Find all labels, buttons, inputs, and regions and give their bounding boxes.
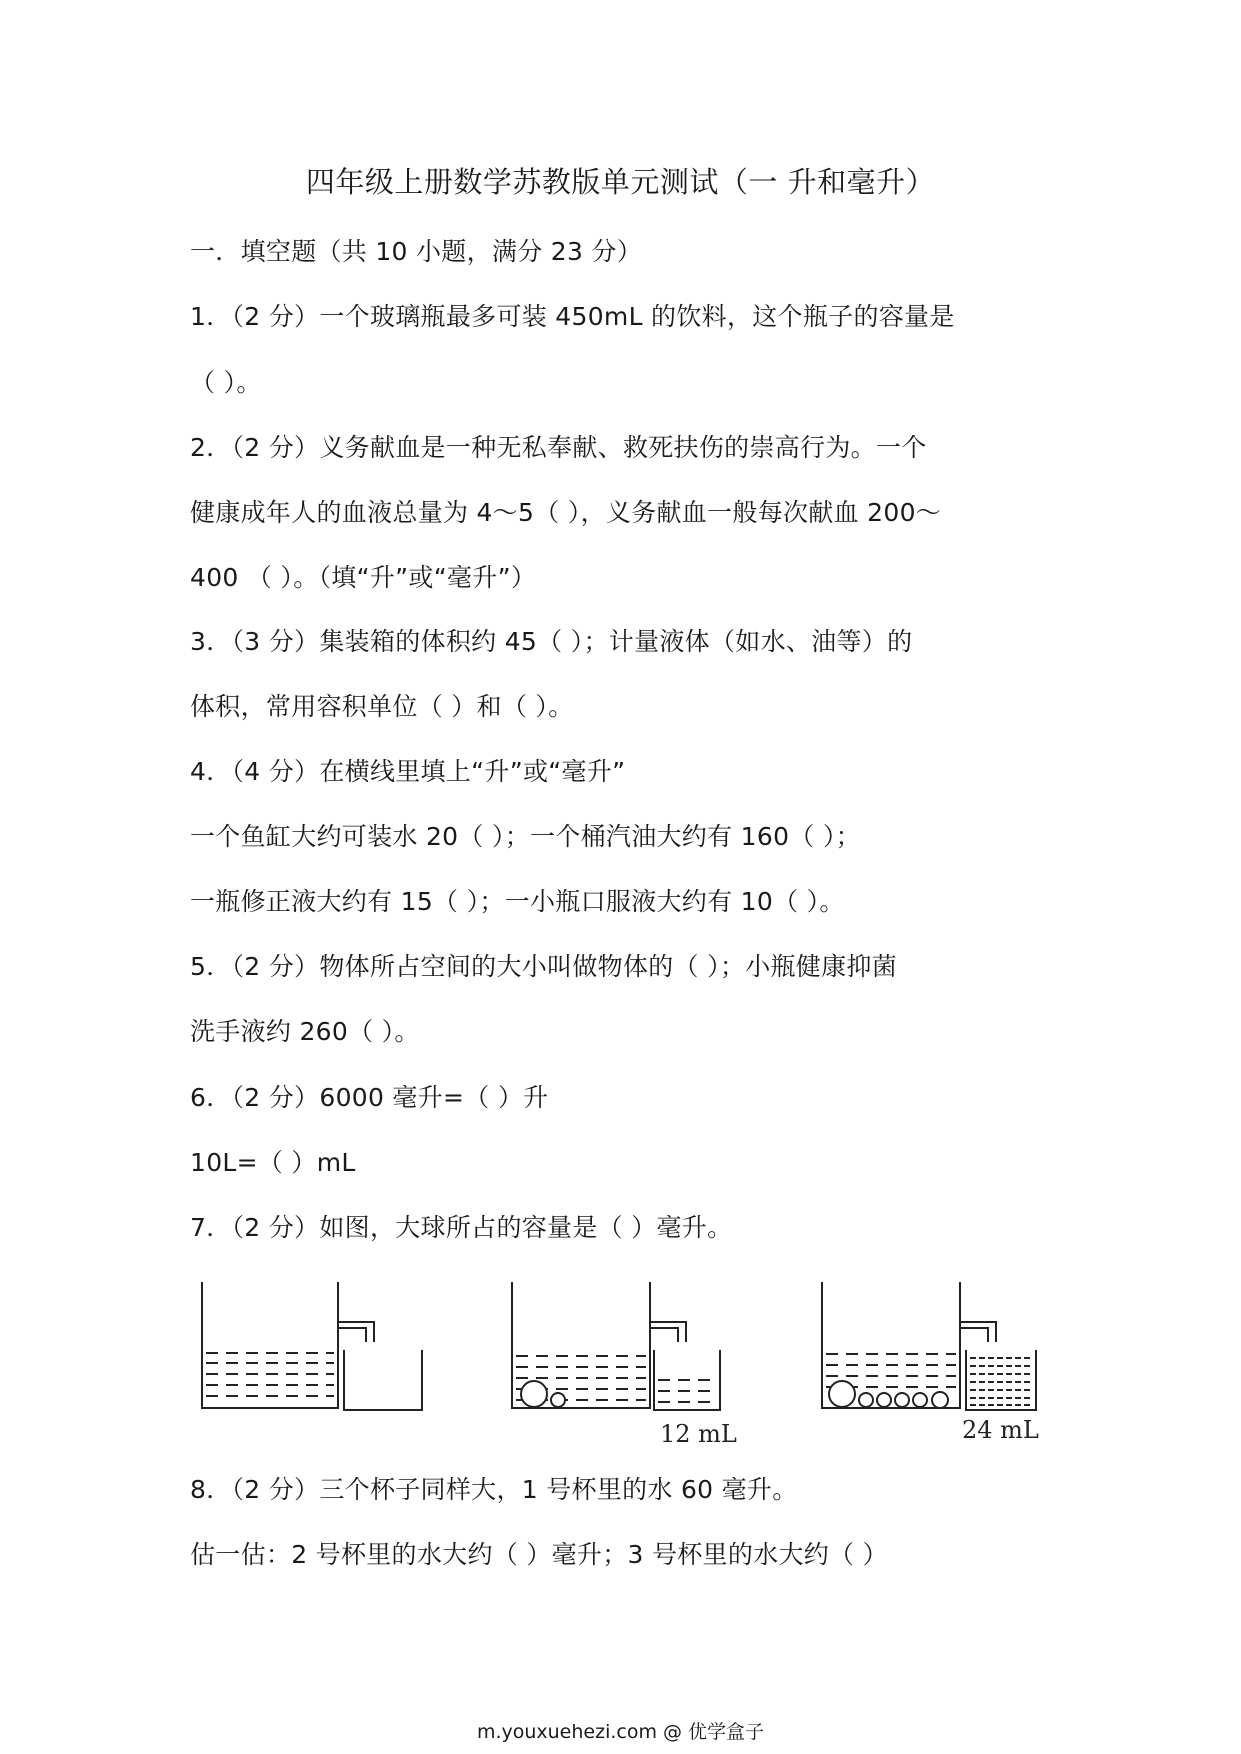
- question-1-line-2: （ ）。: [190, 368, 262, 397]
- small-balls-3: [859, 1392, 948, 1408]
- section-heading: 一．填空题（共 10 小题，满分 23 分）: [190, 237, 643, 266]
- beaker-3-label: 24 mL: [962, 1416, 1039, 1444]
- beaker-1: [344, 1350, 422, 1410]
- question-4-line-2: 一个鱼缸大约可装水 20（ ）；一个桶汽油大约有 160（ ）；: [190, 822, 861, 851]
- question-6-line-2: 10L=（ ）mL: [190, 1148, 356, 1177]
- question-5-line-1: 5．（2 分）物体所占空间的大小叫做物体的（ ）；小瓶健康抑菌: [190, 952, 898, 981]
- question-3-line-2: 体积，常用容积单位（ ）和（ ）。: [190, 692, 574, 721]
- beaker-2-label: 12 mL: [660, 1420, 737, 1448]
- question-3-line-1: 3．（3 分）集装箱的体积约 45（ ）；计量液体（如水、油等）的: [190, 627, 913, 656]
- question-4-line-3: 一瓶修正液大约有 15（ ）；一小瓶口服液大约有 10（ ）。: [190, 887, 845, 916]
- big-ball: [521, 1381, 547, 1407]
- question-6-line-1: 6．（2 分）6000 毫升=（ ）升: [190, 1083, 549, 1112]
- question-7-figure: [190, 1270, 1070, 1450]
- question-8-line-2: 估一估：2 号杯里的水大约（ ）毫升；3 号杯里的水大约（ ）: [190, 1540, 888, 1569]
- small-ball: [551, 1393, 565, 1407]
- question-7-line-1: 7．（2 分）如图，大球所占的容量是（ ）毫升。: [190, 1213, 733, 1242]
- question-8-line-1: 8．（2 分）三个杯子同样大，1 号杯里的水 60 毫升。: [190, 1475, 798, 1504]
- question-5-line-2: 洗手液约 260（ ）。: [190, 1017, 420, 1046]
- footer-watermark: m.youxuehezi.com @ 优学盒子: [476, 1721, 765, 1743]
- question-4-line-1: 4．（4 分）在横线里填上“升”或“毫升”: [190, 757, 626, 786]
- question-1-line-1: 1．（2 分）一个玻璃瓶最多可装 450mL 的饮料，这个瓶子的容量是: [190, 302, 955, 331]
- big-ball-3: [829, 1381, 855, 1407]
- question-2-line-1: 2．（2 分）义务献血是一种无私奉献、救死扶伤的崇高行为。一个: [190, 433, 927, 462]
- question-2-line-3: 400 （ ）。（填“升”或“毫升”）: [190, 563, 537, 592]
- tank-1: [202, 1282, 374, 1408]
- page-title: 四年级上册数学苏教版单元测试（一 升和毫升）: [305, 165, 936, 199]
- question-2-line-2: 健康成年人的血液总量为 4～5（ ），义务献血一般每次献血 200～: [190, 498, 942, 527]
